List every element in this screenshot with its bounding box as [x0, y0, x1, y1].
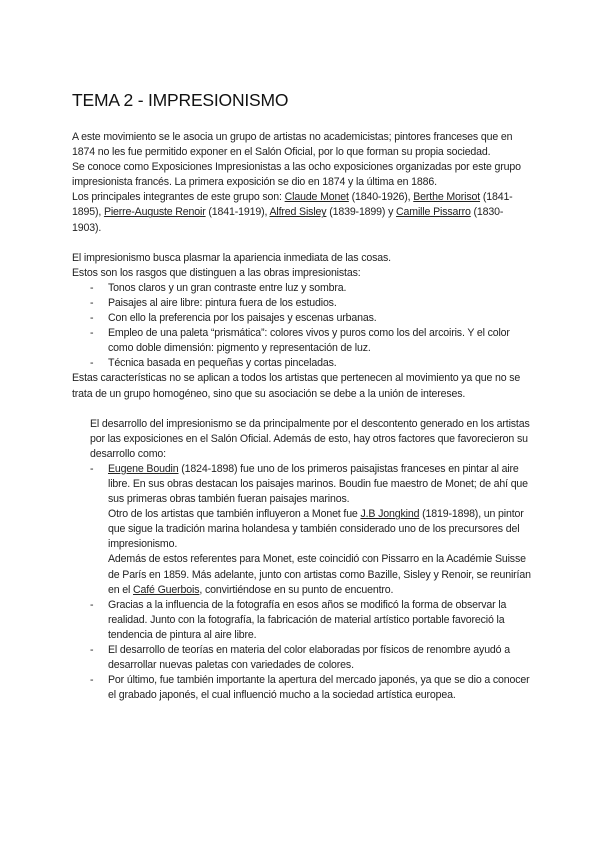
artist-link-morisot[interactable]: Berthe Morisot — [413, 191, 481, 204]
features-closing: Estas características no se aplican a todos los artistas que pertenecen al movimiento ya que no se trata de un grupo homogéneo, sino que su asociación se debe a la unión de intereses. — [72, 372, 521, 400]
intro-paragraph-1: A este movimiento se le asocia un grupo de artistas no academicistas; pintores franceses que en 1874 no les fue permitido exponer en el Salón Oficial, por lo que forman su propia sociedad. — [72, 131, 513, 159]
artist-dates: (1839-1899) y — [326, 206, 397, 219]
list-item: - Tonos claros y un gran contraste entre luz y sombra. — [72, 281, 532, 296]
artist-dates: (1840-1926), — [348, 191, 414, 204]
list-item: - Paisajes al aire libre: pintura fuera de los estudios. — [72, 296, 532, 311]
jongkind-lead: Otro de los artistas que también influyeron a Monet fue — [108, 508, 361, 521]
suisse-lead: Además de estos referentes para Monet, este coincidió con Pissarro en la Académie Suisse de París en 1859. Más adelante, junto con artistas como Bazille, Sisley y Renoir, se reunirían en el — [108, 553, 531, 596]
paragraph-gap — [72, 236, 532, 251]
features-list — [72, 281, 532, 372]
artist-link-boudin[interactable]: Eugene Boudin — [108, 462, 179, 475]
artist-link-monet[interactable]: Claude Monet — [284, 191, 349, 204]
list-item: - El desarrollo de teorías en materia del color elaboradas por físicos de renombre ayudó a desarrollar nuevas paletas con variedades de colores. — [72, 643, 532, 673]
intro-paragraph-3 — [72, 190, 532, 235]
features-paragraph-1: El impresionismo busca plasmar la apariencia inmediata de las cosas. — [72, 251, 391, 264]
paragraph-gap — [72, 402, 532, 417]
list-item: - Por último, fue también importante la apertura del mercado japonés, ya que se dio a conocer el grabado japonés, el cual influenció mucho a la sociedad artística europea. — [72, 673, 532, 703]
list-item: - Técnica basada en pequeñas y cortas pinceladas. — [72, 356, 532, 371]
jongkind-text: (1819-1898), un pintor que sigue la tradición marina holandesa y también considerado uno de los precursores del impresionismo. — [108, 508, 524, 551]
artist-link-pissarro[interactable]: Camille Pissarro — [396, 206, 471, 219]
boudin-text: (1824-1898) fue uno de los primeros paisajistas franceses en pintar al aire libre. En sus obras destacan los paisajes marinos. Boudin fue maestro de Monet; de ahí que sus primeras obras también fueran paisajes marinos. — [108, 462, 528, 506]
suisse-paragraph — [108, 552, 532, 597]
artist-link-renoir[interactable]: Pierre-Auguste Renoir — [103, 206, 206, 219]
document-body — [72, 130, 532, 703]
list-item: - Empleo de una paleta “prismática”: colores vivos y puros como los del arcoiris. Y el color como doble dimensión: pigmento y representación de luz. — [72, 326, 532, 356]
page-title: TEMA 2 - IMPRESIONISMO — [72, 90, 289, 110]
development-list — [72, 462, 532, 704]
intro-paragraph-2: Se conoce como Exposiciones Impresionistas a las ocho exposiciones organizadas por este grupo impresionista francés. La primera exposición se dio en 1874 y la última en 1886. — [72, 161, 521, 189]
features-paragraph-2: Estos son los rasgos que distinguen a las obras impresionistas: — [72, 266, 361, 279]
artist-dates: (1841-1895), — [72, 191, 513, 219]
artist-dates: (1841-1919), — [205, 206, 270, 219]
artist-link-jongkind[interactable]: J.B Jongkind — [360, 508, 420, 521]
list-item: - Con ello la preferencia por los paisajes y escenas urbanas. — [72, 311, 532, 326]
artist-link-sisley[interactable]: Alfred Sisley — [269, 206, 327, 219]
boudin-paragraph — [108, 462, 532, 507]
cafe-guerbois-link[interactable]: Café Guerbois — [133, 583, 200, 596]
suisse-end: , convirtiéndose en su punto de encuentro. — [199, 583, 394, 596]
artist-dates: (1830-1903). — [72, 206, 504, 234]
jongkind-paragraph — [108, 507, 532, 552]
artists-lead: Los principales integrantes de este grupo son: — [72, 191, 285, 204]
list-item — [72, 462, 532, 598]
development-intro: El desarrollo del impresionismo se da principalmente por el descontento generado en los artistas por las exposiciones en el Salón Oficial. Además de esto, hay otros factores que favorecieron su desarrollo como: — [90, 417, 530, 460]
list-item: - Gracias a la influencia de la fotografía en esos años se modificó la forma de observar la realidad. Junto con la fotografía, la fabricación de material artístico portable favoreció la tendencia de pintura al aire libre. — [72, 598, 532, 643]
